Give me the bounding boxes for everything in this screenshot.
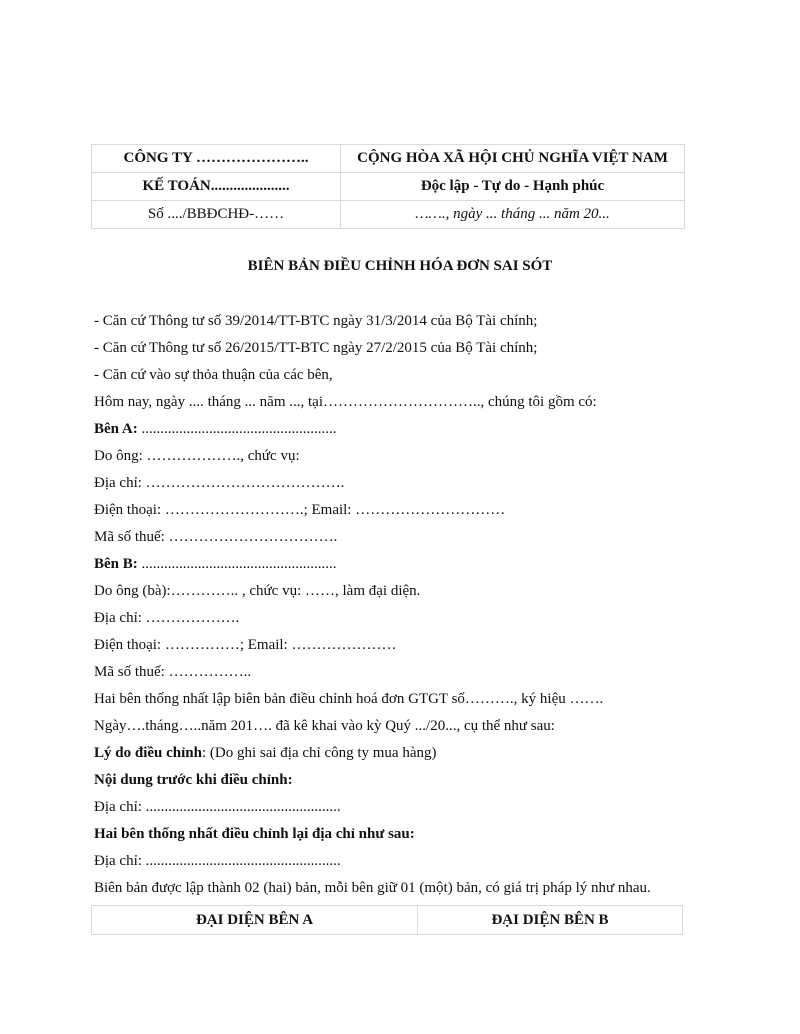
accounting-department: KẾ TOÁN.....................	[92, 173, 341, 201]
republic-heading: CỘNG HÒA XÃ HỘI CHỦ NGHĨA VIỆT NAM	[341, 145, 685, 173]
invoice-agreement: Hai bên thống nhất lập biên bản điều chỉnh hoá đơn GTGT số………., ký hiệu …….	[94, 691, 604, 707]
party-b-representative: Do ông (bà):………….. , chức vụ: ……, làm đại diện.	[94, 583, 421, 599]
party-b-label: Bên B:	[94, 556, 138, 572]
reason-line	[94, 745, 437, 762]
declaration-date: Ngày….tháng…..năm 201…. đã kê khai vào kỳ Quý .../20..., cụ thể như sau:	[94, 718, 555, 734]
party-b-tax-code: Mã số thuế: ……………..	[94, 664, 252, 680]
party-a-tax-code: Mã số thuế: …………………………….	[94, 529, 338, 545]
signature-table	[91, 905, 683, 935]
party-a-contact: Điện thoại: ……………………….; Email: …………………………	[94, 502, 506, 518]
header-table	[91, 144, 685, 229]
copies-statement: Biên bản được lập thành 02 (hai) bản, mỗi bên giữ 01 (một) bản, có giá trị pháp lý như nhau.	[94, 880, 651, 896]
national-motto: Độc lập - Tự do - Hạnh phúc	[341, 173, 685, 201]
document-number: Số ..../BBĐCHĐ-……	[92, 201, 341, 229]
party-a-line	[94, 421, 337, 438]
party-b-line	[94, 556, 337, 573]
party-a-dots: ....................................................	[137, 421, 337, 437]
company-name: CÔNG TY …………………..	[92, 145, 341, 173]
legal-basis-3: - Căn cứ vào sự thỏa thuận của các bên,	[94, 367, 333, 383]
date-line: ……., ngày ... tháng ... năm 20...	[341, 201, 685, 229]
party-a-representative: Do ông: ………………., chức vụ:	[94, 448, 300, 464]
before-address: Địa chỉ: ....................................................	[94, 799, 341, 815]
representative-a: ĐẠI DIỆN BÊN A	[92, 906, 418, 935]
reason-label: Lý do điều chỉnh	[94, 745, 202, 761]
document-title: BIÊN BẢN ĐIỀU CHỈNH HÓA ĐƠN SAI SÓT	[247, 258, 553, 274]
reason-text: : (Do ghi sai địa chỉ công ty mua hàng)	[201, 745, 437, 761]
before-adjustment-heading: Nội dung trước khi điều chỉnh:	[94, 772, 293, 788]
legal-basis-2: - Căn cứ Thông tư số 26/2015/TT-BTC ngày 27/2/2015 của Bộ Tài chính;	[94, 340, 538, 356]
legal-basis-1: - Căn cứ Thông tư số 39/2014/TT-BTC ngày 31/3/2014 của Bộ Tài chính;	[94, 313, 538, 329]
meeting-intro: Hôm nay, ngày .... tháng ... năm ..., tại………………………….., chúng tôi gồm có:	[94, 394, 597, 410]
party-b-address: Địa chỉ: ……………….	[94, 610, 240, 626]
party-b-contact: Điện thoại: ……………; Email: …………………	[94, 637, 397, 653]
after-adjustment-heading: Hai bên thống nhất điều chỉnh lại địa chỉ như sau:	[94, 826, 415, 842]
party-b-dots: ....................................................	[137, 556, 337, 572]
party-a-label: Bên A:	[94, 421, 138, 437]
after-address: Địa chỉ: ....................................................	[94, 853, 341, 869]
representative-b: ĐẠI DIỆN BÊN B	[418, 906, 683, 935]
party-a-address: Địa chỉ: ………………………………….	[94, 475, 345, 491]
